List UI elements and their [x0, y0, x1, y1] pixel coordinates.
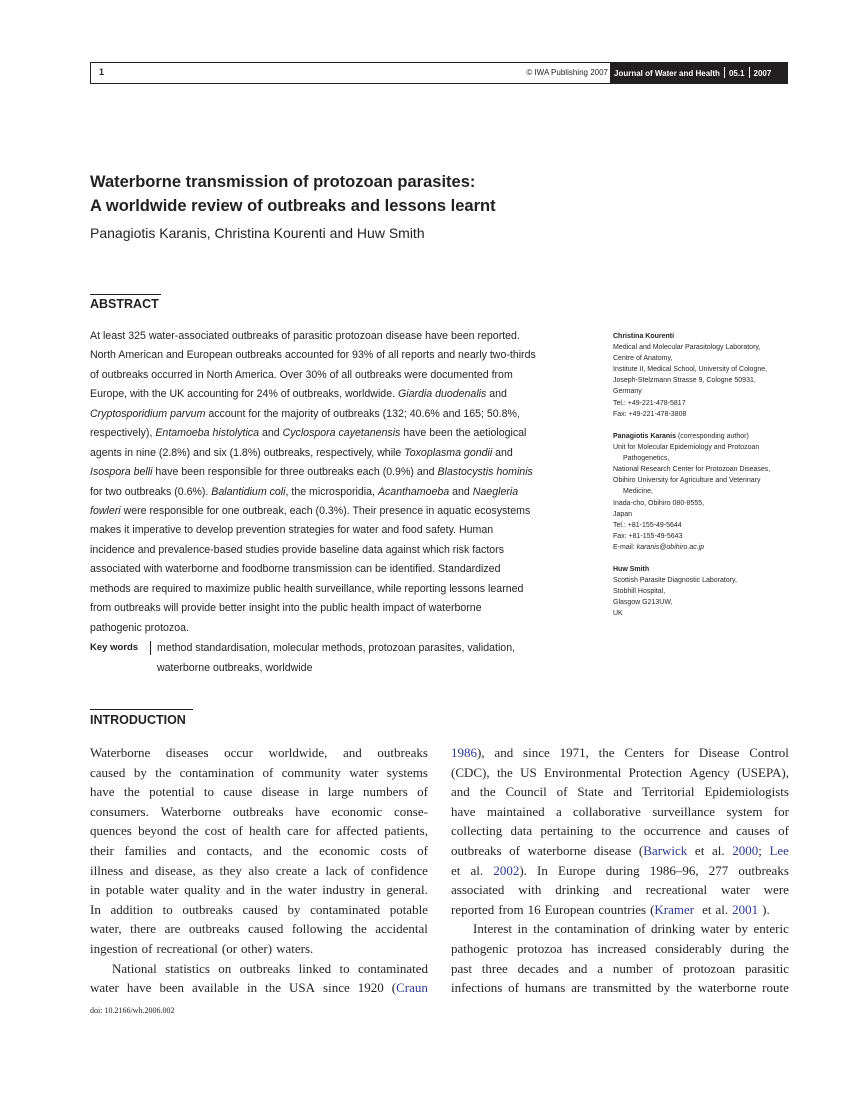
affiliation-block [613, 431, 793, 553]
body-line: ingestion of recreational (or other) waters. [90, 940, 314, 956]
journal-banner [610, 62, 788, 84]
body-line: past three decades and a number of protozoan parasitic [451, 960, 789, 976]
affiliation-line: Fax: +81-155-49-5643 [613, 532, 683, 540]
affiliation-line: Tel.: +81-155-49-5644 [613, 521, 682, 529]
body-line: their families and contacts, and the economic costs of [90, 842, 428, 858]
body-line: and the Council of State and Territorial Epidemiologists [451, 784, 789, 800]
affiliation-line: Unit for Molecular Epidemiology and Protozoan [613, 444, 760, 452]
journal-volume: 05.1 [728, 69, 745, 78]
affiliation-line: Inada-cho, Obihiro 080-8555, [613, 499, 705, 507]
title-line: A worldwide review of outbreaks and lessons learnt [90, 197, 496, 215]
keywords-text: waterborne outbreaks, worldwide [157, 662, 313, 674]
copyright-notice: © IWA Publishing 2007 [526, 68, 608, 77]
body-line: pathogenic protozoa has increased considerably during the [451, 940, 789, 956]
journal-name: Journal of Water and Health [614, 69, 720, 78]
body-line: et al. 2002). In Europe during 1986–96, 277 outbreaks [451, 862, 789, 878]
body-line: consumers. Waterborne outbreaks have economic conse- [90, 803, 428, 819]
body-line: collecting data pertaining to the occurrence and causes of [451, 823, 789, 839]
journal-year: 2007 [753, 69, 772, 78]
abstract-line: agents in nine (2.8%) and six (1.8%) outbreaks, respectively, while Toxoplasma gondii and [90, 446, 513, 459]
abstract-line: Isospora belli have been responsible for three outbreaks each (0.9%) and Blastocystis hominis [90, 466, 533, 479]
affiliation-block [613, 564, 793, 619]
body-line: water have been available in the USA since 1920 (Craun [90, 980, 428, 996]
affiliation-line: Medical and Molecular Parasitology Laboratory, [613, 344, 761, 352]
article-title [90, 170, 650, 218]
title-line: Waterborne transmission of protozoan parasites: [90, 173, 476, 191]
abstract-line: At least 325 water-associated outbreaks of parasitic protozoan disease have been reported. [90, 330, 520, 342]
body-line: illness and disease, as they also create a lack of confidence [90, 862, 428, 878]
abstract-body [90, 327, 586, 638]
body-column-right [451, 743, 789, 998]
section-rule [90, 709, 193, 710]
affiliation-line: Institute II, Medical School, University of Cologne, [613, 366, 768, 374]
affiliation-line: Joseph-Stelzmann Strasse 9, Cologne 50931, [613, 377, 756, 385]
body-line: in potable water quality and in the water industry in general. [90, 882, 428, 898]
section-rule [90, 294, 161, 295]
doi: doi: 10.2166/wh.2006.002 [90, 1006, 175, 1015]
body-line: water, there are outbreaks caused following the accidental [90, 921, 428, 937]
abstract-line: associated with waterborne and foodborne transmission can be identified. Standardized [90, 563, 501, 576]
abstract-line: methods are required to maximize public health surveillance, while reporting lessons learned [90, 582, 524, 595]
body-line: In addition to outbreaks caused by contaminated potable [90, 901, 428, 917]
abstract-line: of outbreaks occurred in North America. Over 30% of all outbreaks were documented from [90, 368, 513, 381]
body-line: reported from 16 European countries (Kramer et al. 2001 ). [451, 901, 770, 917]
affiliation-line: Medicine, [623, 488, 653, 496]
abstract-heading: ABSTRACT [90, 297, 159, 311]
divider [150, 641, 151, 655]
divider [749, 67, 750, 78]
affiliation-line: Japan [613, 510, 633, 518]
body-line: Interest in the contamination of drinking water by enteric [473, 921, 789, 937]
body-line: have maintained a collaborative surveillance system for [451, 803, 789, 819]
affiliation-block [613, 331, 793, 420]
article-authors: Panagiotis Karanis, Christina Kourenti and Huw Smith [90, 225, 425, 241]
affiliation-line: UK [613, 610, 623, 618]
affiliation-note: (corresponding author) [676, 433, 749, 440]
page-number: 1 [99, 67, 105, 77]
affiliation-line: Fax: +49-221-478-3808 [613, 410, 687, 418]
body-line: infections of humans are transmitted by the waterborne route [451, 980, 789, 996]
abstract-line: makes it imperative to develop prevention strategies for water and food safety. Human [90, 524, 494, 537]
affiliation-line: Centre of Anatomy, [613, 355, 673, 363]
affiliation-name: Huw Smith [613, 566, 650, 573]
affiliation-line: National Research Center for Protozoan Diseases, [613, 466, 771, 474]
keywords-label: Key words [90, 642, 139, 653]
affiliation-line: Pathogenetics, [623, 455, 670, 463]
abstract-line: for two outbreaks (0.6%). Balantidium coli, the microsporidia, Acanthamoeba and Naegleria [90, 485, 519, 498]
abstract-line: incidence and prevalence-based studies provide baseline data against which risk factors [90, 543, 504, 556]
body-line: Waterborne diseases occur worldwide, and outbreaks [90, 745, 428, 760]
keywords-text: method standardisation, molecular methods, protozoan parasites, validation, [157, 642, 516, 654]
affiliation-line: Scottish Parasite Diagnostic Laboratory, [613, 577, 737, 585]
introduction-heading: INTRODUCTION [90, 713, 186, 727]
affiliation-name: Christina Kourenti [613, 333, 675, 340]
affiliation-line: Germany [613, 388, 642, 396]
abstract-line: fowleri were responsible for one outbreak, each (0.3%). Their presence in aquatic ecosystems [90, 504, 531, 517]
abstract-line: Europe, with the UK accounting for 24% of outbreaks, worldwide. Giardia duodenalis and [90, 388, 507, 401]
affiliation-line: Tel.: +49-221-478-5817 [613, 399, 686, 407]
abstract-line: respectively), Entamoeba histolytica and Cyclospora cayetanensis have been the aetiological [90, 427, 527, 440]
affiliation-name: Panagiotis Karanis [613, 433, 677, 440]
body-line: quences beyond the cost of health care for affected patients, [90, 823, 428, 839]
affiliation-line: Obihiro University for Agriculture and Veterinary [613, 477, 761, 485]
body-line: outbreaks of waterborne disease (Barwick et al. 2000; Lee [451, 842, 789, 858]
affiliation-line: Glasgow G213UW, [613, 599, 673, 607]
body-line: have the potential to cause disease in large numbers of [90, 784, 428, 800]
body-line: National statistics on outbreaks linked to contaminated [112, 960, 428, 976]
affiliation-line: E-mail: karanis@obihiro.ac.jp [613, 543, 705, 551]
body-line: (CDC), the US Environmental Protection Agency (USEPA), [451, 764, 789, 780]
abstract-line: pathogenic protozoa. [90, 621, 189, 634]
divider [724, 67, 725, 78]
body-line: associated with drinking and recreational water were [451, 882, 789, 898]
abstract-line: North American and European outbreaks accounted for 93% of all reports and nearly two-thirds [90, 349, 536, 362]
abstract-line: Cryptosporidium parvum account for the majority of outbreaks (132; 40.6% and 165; 50.8%, [90, 407, 520, 420]
body-column-left [90, 743, 428, 998]
affiliation-line: Stobhill Hospital, [613, 588, 666, 596]
body-line: 1986), and since 1971, the Centers for Disease Control [451, 745, 789, 760]
running-header [90, 62, 788, 84]
body-line: caused by the contamination of community water systems [90, 764, 428, 780]
abstract-line: from outbreaks will provide better insight into the public health impact of waterborne [90, 602, 482, 615]
